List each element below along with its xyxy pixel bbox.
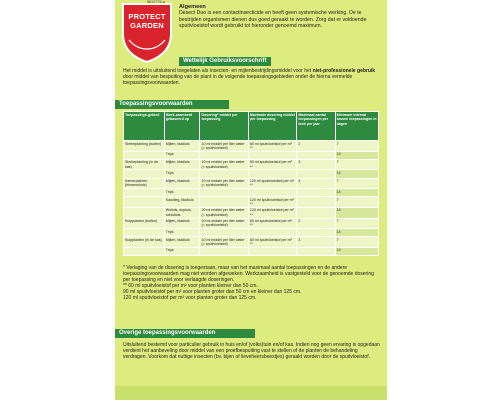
product-code-1: 5612776-a	[146, 0, 165, 4]
intro-block	[179, 4, 383, 30]
footnote-double-star-3: 120 ml spuitvloeistof per m² voor planten groter dan 125 cm.	[123, 295, 257, 302]
table-cell: Sierbeplanting (in de kas)	[124, 159, 165, 170]
footnote-star: * Verlaging van de dosering is toegestaan, maar van het maximaal aantal toepassingen en de andere toepassingsvoorwaarden mag niet worden afgeweken. Werkzaamheid is vastgesteld voor de genoemde dosering per toepassing en niet voor verlaagde doseringen.	[123, 265, 374, 284]
table-body	[124, 141, 379, 256]
table-row	[124, 207, 379, 218]
table-cell: Mijten, bladluis	[164, 218, 200, 229]
table-cell	[297, 170, 335, 178]
table-cell: 14	[335, 151, 378, 159]
table-cell: 10 ml middel per liter water (= spuitvloeistof)	[200, 159, 248, 170]
table-row	[124, 229, 379, 237]
usage-text-bold: niet-professionele gebruik	[312, 68, 376, 74]
table-row	[124, 247, 379, 255]
table-cell: Kuipplanten (buiten)	[124, 218, 165, 229]
intro-text: Desect Duo is een contactinsecticide en heeft geen systemische werking. De te bestrijden organismen dienen dus goed geraakt te worden. Zorg dat er voldoende spuitvloeistof wordt gebruikt tot hieronder genoemd maximum.	[179, 10, 367, 30]
table-cell: 14	[335, 189, 378, 197]
dosage-footnotes	[123, 265, 381, 302]
brand-name	[121, 12, 173, 30]
conditions-title: Toepassingsvoorwaarden	[115, 100, 229, 109]
table-cell: 7	[335, 141, 378, 152]
table-cell	[124, 151, 165, 159]
table-cell: Trips	[164, 247, 200, 255]
footnote-double-star-2: 90 ml spuitvloeistof per m² voor planten groter dan 50 cm en kleiner dan 125 cm.	[123, 289, 302, 296]
table-header: Werk-zaamheid gebaseerd op	[164, 112, 200, 141]
usage-text	[123, 68, 381, 86]
table-cell	[297, 197, 335, 208]
usage-text-before: Het middel is uitsluitend toegelaten als insecten- en mijtenbestrijdingsmiddel voor het	[123, 68, 312, 74]
table-cell	[124, 247, 165, 255]
table-cell: 10 ml middel per liter water (= spuitvloeistof)	[200, 218, 248, 229]
table-cell: 60 ml spuitvloeistof per m² **	[248, 237, 296, 248]
table-cell	[124, 189, 165, 197]
table-cell	[248, 229, 296, 237]
brand-line-1: PROTECT	[128, 12, 166, 21]
table-cell: 3	[297, 159, 335, 170]
table-cell: 60 ml spuitvloeistof per m² **	[248, 141, 296, 152]
table-header: Dosering* middel per toepassing	[200, 112, 248, 141]
table-cell	[297, 189, 335, 197]
table-cell	[200, 170, 248, 178]
table-cell: 7	[335, 197, 378, 208]
table-cell: 7	[335, 218, 378, 229]
table-row	[124, 151, 379, 159]
table-row	[124, 159, 379, 170]
other-conditions-title: Overige toepassingsvoorwaarden	[115, 329, 255, 338]
table-cell: Trips	[164, 189, 200, 197]
table-header: Maximaal aantal toepassingen per teelt per jaar	[297, 112, 335, 141]
table-row	[124, 237, 379, 248]
usage-text-after: door middel van bespuiting van de plant in de volgende toepassingsgebieden onder de hierna vermelde toepassingsvoorwaarden.	[123, 74, 353, 87]
table-cell: Kamerplanten (binnenshuis)	[124, 178, 165, 189]
table-cell: 14	[335, 207, 378, 218]
table-header: Maximale dosering middel per toepassing	[248, 112, 296, 141]
table-cell: 10 ml middel per liter water (= spuitvloeistof)	[200, 141, 248, 152]
table-cell	[200, 229, 248, 237]
table-header-row	[124, 112, 379, 141]
table-cell	[297, 151, 335, 159]
table-cell: Trips	[164, 170, 200, 178]
table-cell	[297, 229, 335, 237]
table-cell: 60 ml spuitvloeistof per m² **	[248, 159, 296, 170]
table-cell: Mijten, bladluis	[164, 159, 200, 170]
table-cell	[124, 207, 165, 218]
table-cell: 14	[335, 229, 378, 237]
table-cell: 7	[335, 237, 378, 248]
table-row	[124, 189, 379, 197]
table-header: Toepassings-gebied	[124, 112, 165, 141]
table-cell: 20 ml middel per liter water (= spuitvloeistof)	[200, 207, 248, 218]
table-cell	[248, 170, 296, 178]
table-row	[124, 197, 379, 208]
table-cell: Trips	[164, 151, 200, 159]
table-cell: 10 ml middel per liter water (= spuitvloeistof)	[200, 178, 248, 189]
table-cell: Wolluis, dopluis, schildluis	[164, 207, 200, 218]
table-cell	[248, 189, 296, 197]
table-cell	[124, 229, 165, 237]
table-cell	[200, 247, 248, 255]
table-cell	[200, 151, 248, 159]
table-cell: Trips	[164, 229, 200, 237]
brand-logo	[121, 2, 173, 64]
table-cell: 120 ml spuitvloeistof per m² **	[248, 178, 296, 189]
table-cell: 120 ml spuitvloeistof per m² **	[248, 197, 296, 208]
table-cell: Mijten, bladluis	[164, 141, 200, 152]
table-cell: Kuipplanten (in de kas)	[124, 237, 165, 248]
table-cell: 10 ml middel per liter water (= spuitvloeistof)	[200, 237, 248, 248]
table-header: Minimum interval tussen toepassingen in dagen	[335, 112, 378, 141]
table-cell: 7	[335, 159, 378, 170]
table-cell: 7	[335, 178, 378, 189]
table-cell	[124, 197, 165, 208]
table-cell: 120 ml spuitvloeistof per m² **	[248, 207, 296, 218]
table-row	[124, 178, 379, 189]
table-cell: 2	[297, 141, 335, 152]
table-cell: 3	[297, 237, 335, 248]
product-label	[115, 0, 387, 400]
table-row	[124, 218, 379, 229]
usage-title: Wettelijk Gebruiksvoorschrift	[179, 57, 271, 66]
table-row	[124, 141, 379, 152]
intro-heading: Algemeen	[179, 4, 206, 10]
table-cell: Mijten, bladluis	[164, 237, 200, 248]
table-cell	[248, 151, 296, 159]
label-bottom-stripe	[115, 386, 387, 400]
table-cell: 14	[335, 170, 378, 178]
table-cell: Sierbeplanting (buiten)	[124, 141, 165, 152]
footnote-double-star-1: ** 60 ml spuitvloeistof per m² voor planten kleiner dan 50 cm.	[123, 283, 258, 290]
table-cell	[200, 197, 248, 208]
table-cell: 14	[335, 247, 378, 255]
application-table	[123, 111, 379, 256]
table-cell	[200, 189, 248, 197]
table-cell: 60 ml spuitvloeistof per m² **	[248, 218, 296, 229]
table-cell	[297, 207, 335, 218]
other-conditions-text: Uitsluitend bestemd voor particulier gebruik in huis en/of (volks)tuin en/of kas. Indien nog geen ervaring is opgedaan verdient het aanbeveling door middel van een proefbespuiting vast te stellen of de planten de behandeling verdragen. Voorkom dat nuttige insecten (bv. bijen of lieveheersbeestjes) geraakt worden door de spuitvloeistof.	[123, 342, 380, 361]
brand-line-2: GARDEN	[130, 21, 164, 30]
table-cell: Mijten, bladluis	[164, 178, 200, 189]
table-cell: 4	[297, 178, 335, 189]
table-cell	[124, 170, 165, 178]
table-cell: 2	[297, 218, 335, 229]
table-cell: Kasvlieg, bladluis	[164, 197, 200, 208]
table-cell	[248, 247, 296, 255]
table-row	[124, 170, 379, 178]
table-cell	[297, 247, 335, 255]
